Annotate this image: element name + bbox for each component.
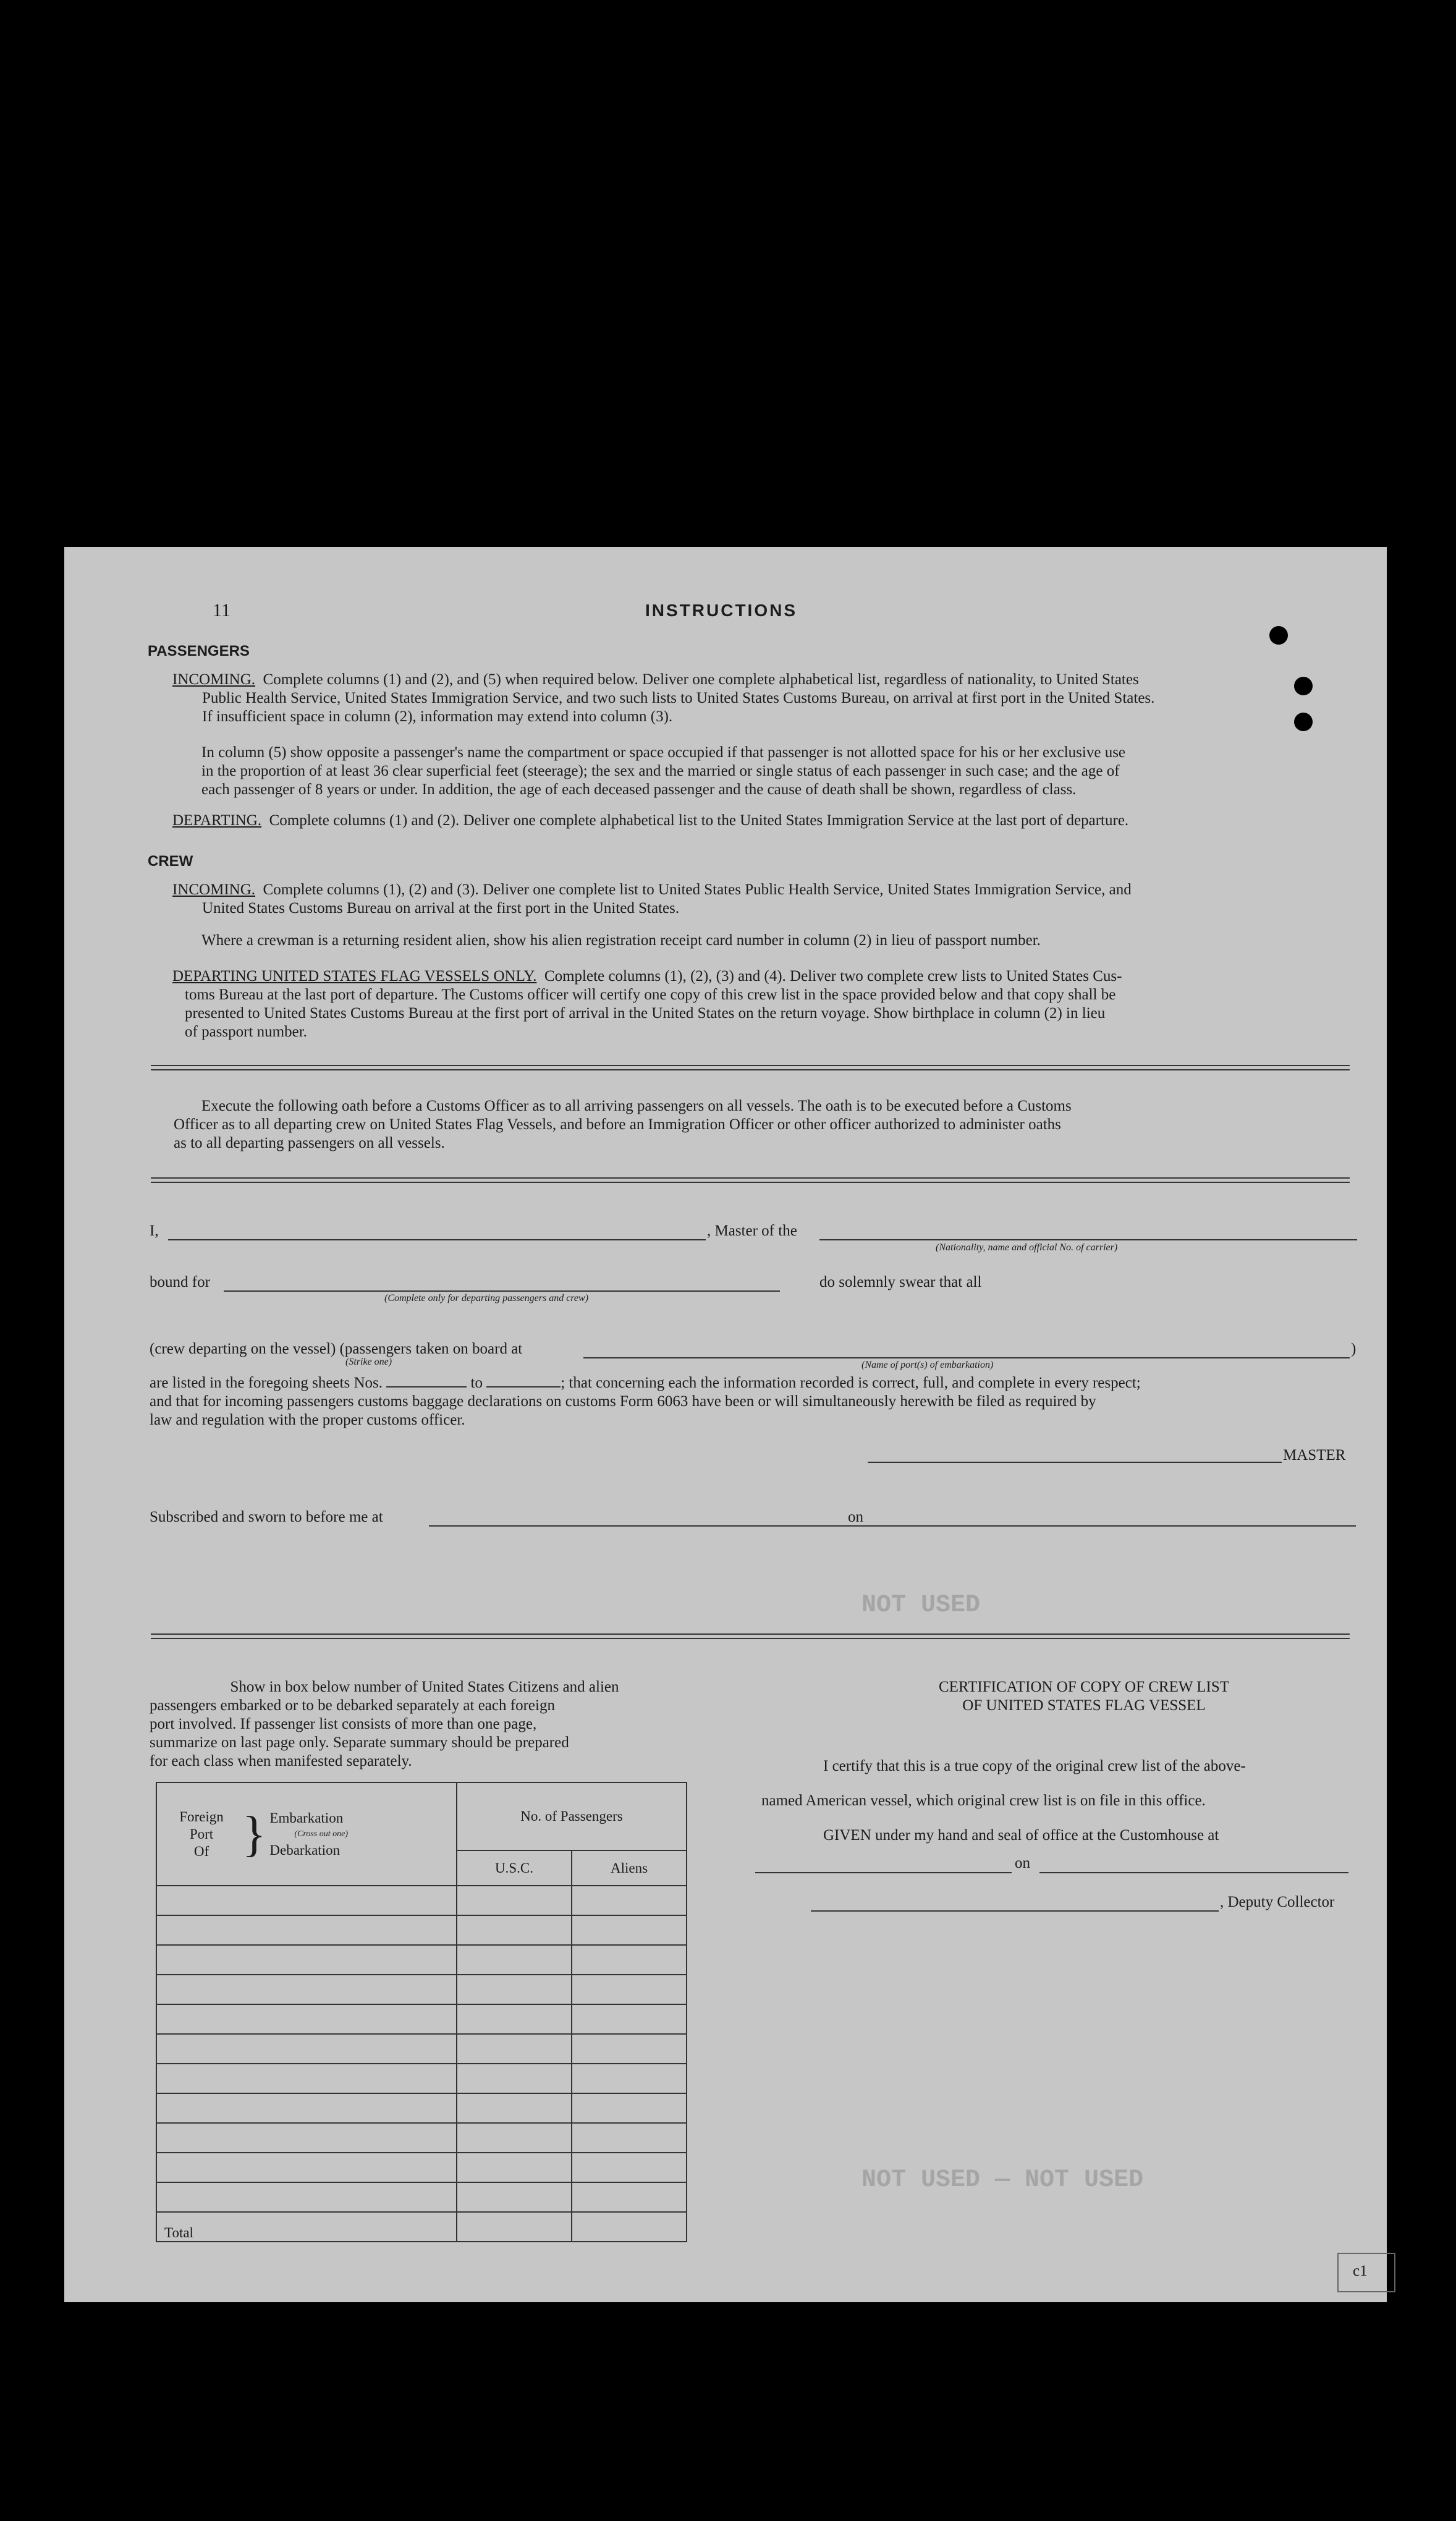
passengers-heading: PASSENGERS	[148, 643, 250, 659]
port-cell[interactable]	[156, 2093, 457, 2123]
divider	[151, 1177, 1350, 1183]
total-label: Total	[156, 2212, 457, 2242]
deputy-signature-field[interactable]	[811, 1910, 1219, 1912]
aliens-cell[interactable]	[572, 2123, 687, 2153]
port-cell[interactable]	[156, 1915, 457, 1945]
certification-title	[843, 1678, 1325, 1715]
text-line: ; that concerning each the information recorded is correct, full, and complete in every respect;	[561, 1375, 1141, 1391]
passengers-incoming	[172, 671, 1359, 726]
cert-date-field[interactable]	[1039, 1872, 1348, 1873]
port-cell[interactable]	[156, 2153, 457, 2182]
divider	[151, 1633, 1350, 1639]
text-line: United States Customs Bureau on arrival at the first port in the United States.	[202, 900, 680, 917]
text-line: and that for incoming passengers customs baggage declarations on customs Form 6063 have been or will simultaneously herewith be filed as required by	[150, 1393, 1096, 1410]
usc-header: U.S.C.	[457, 1850, 572, 1886]
master-name-field[interactable]	[168, 1239, 706, 1240]
table-row	[156, 2034, 687, 2064]
text-line: toms Bureau at the last port of departure. The Customs officer will certify one copy of this crew list in the space provided below and that copy shall be	[185, 986, 1116, 1003]
bound-for-field[interactable]	[224, 1290, 780, 1292]
customhouse-field[interactable]	[755, 1872, 1012, 1873]
text-line: CERTIFICATION OF COPY OF CREW LIST	[938, 1679, 1230, 1695]
text-line: named American vessel, which original crew list is on file in this office.	[761, 1792, 1206, 1809]
usc-cell[interactable]	[457, 1915, 572, 1945]
text-line: Complete columns (1) and (2), and (5) when required below. Deliver one complete alphabetical list, regardless of nationality, to United States	[263, 671, 1139, 688]
summary-instructions-cont	[150, 1697, 693, 1771]
oath-body	[150, 1374, 1361, 1430]
aliens-cell[interactable]	[572, 2153, 687, 2182]
aliens-cell[interactable]	[572, 1886, 687, 1915]
text-line: Complete columns (1), (2) and (3). Deliver one complete list to United States Public Health Service, United States Immigration Service, and	[263, 881, 1132, 898]
table-row	[156, 1975, 687, 2004]
i-label: I,	[150, 1222, 159, 1239]
form-page: NOT USED NOT USED — NOT USED 11 INSTRUCTIONS PASSENGERS INCOMING. Complete columns (1) and (2), and (5) when required below. Deliver one complete alphabetical list, regardless of nationality, to United States Public Health Service, United States Immigration Service, and two such lists to United States Customs Bureau, on arrival at first port in the United States. If insufficient space in column (2), information may extend into column (3). In column (5) show opposite a passenger's name the compartment or space occupied if that passenger is not allotted space for his or her exclusive use in the proportion of at least 36 clear superficial feet (steerage); the sex and the married or single status of each passenger in such case; and the age of each passenger of 8 years or under. In addition, the age of each deceased passenger and the cause of death shall be shown, regardless of class. DEPARTING. Complete columns (1) and (2). Deliver one complete alphabetical list to the United States Immigration Service at the last port of departure. CREW INCOMING. Complete columns (1), (2) and (3). Deliver one complete list to United States Public Health Service, United States Immigration Service, and United States Customs Bureau on arrival at the first port in the United States. Where a crewman is a returning resident alien, show his alien registration receipt card number in column (2) in lieu of passport number. DEPARTING UNITED STATES FLAG VESSELS ONLY. Complete columns (1), (2), (3) and (4). Deliver two complete crew lists to United States Cus- toms Bureau at the last port of departure. The Customs officer will certify one copy of this crew list in the space provided below and that copy shall be presented to United States Customs Bureau at the first port of arrival in the United States on the return voyage. Show birthplace in column (2) in lieu of passport number. Execute the following oath before a Customs Officer as to all arriving passengers on all vessels. The oath is to be executed before a Customs Officer as to all departing crew on United States Flag Vessels, and before an Immigration Officer or other officer authorized to administer oaths as to all departing passengers on all vessels. I, , Master of the (Nationality, name and official No. of carrier) bound for (Complete only for departing passengers and crew) do solemnly swear that all (crew departing on the vessel) (passengers taken on board at (Strike one) ) (Name of port(s) of embarkation) are listed in the foregoing sheets Nos. to ; that concerning each the information recorded is correct, full, and complete in every respect; and that for incoming passengers customs baggage declarations on customs Form 6063 have been or will simultaneously herewith be filed as required by law and regulation with the proper customs officer. MASTER Subscribed and sworn to before me at on Show in box below number of United States Citizens and alien passengers embarked or to be debarked separately at each foreign port involved. If passenger list consists of more than one page, summarize on last page only. Separate summary should be prepared for each class when manifested separately. CERTIFICATION OF COPY OF CREW LIST OF UNITED STATES FLAG VESSEL I certify that this is a true copy of the original crew list of the above- named American vessel, which original crew list is on file in this office. GIVEN under my hand and seal of office at the Customhouse at on , Deputy Collector Foreign Port Of } Embarkation (Cross out one) Debarkation No. of Passengers U.S.C. Aliens Total c1	[64, 547, 1387, 2302]
table-row	[156, 1945, 687, 1975]
sworn-place-field[interactable]	[429, 1525, 905, 1527]
text-line: law and regulation with the proper customs officer.	[150, 1412, 465, 1428]
text-line: port involved. If passenger list consists of more than one page,	[150, 1716, 537, 1732]
sheet-from-field[interactable]	[386, 1386, 467, 1388]
port-label: Port	[189, 1826, 214, 1842]
show-through-text: NOT USED — NOT USED	[861, 2166, 1144, 2194]
brace-icon: }	[242, 1807, 266, 1862]
text-line: passengers embarked or to be debarked separately at each foreign	[150, 1697, 555, 1714]
usc-cell[interactable]	[457, 1975, 572, 2004]
table-row	[156, 2004, 687, 2034]
port-cell[interactable]	[156, 2064, 457, 2093]
aliens-cell[interactable]	[572, 2064, 687, 2093]
table-row	[156, 2064, 687, 2093]
passenger-summary-table	[156, 1782, 687, 2242]
ports-caption: (Name of port(s) of embarkation)	[861, 1360, 994, 1370]
solemnly-swear-text: do solemnly swear that all	[819, 1274, 982, 1290]
table-row	[156, 2093, 687, 2123]
incoming-label: INCOMING.	[172, 881, 256, 898]
usc-cell[interactable]	[457, 2153, 572, 2182]
bound-for-label: bound for	[150, 1274, 210, 1290]
table-row	[156, 2182, 687, 2212]
port-header-cell	[156, 1782, 457, 1886]
master-of-label: , Master of the	[707, 1222, 797, 1239]
crew-resident-alien: Where a crewman is a returning resident alien, show his alien registration receipt card number in column (2) in lieu of passport number.	[201, 932, 1041, 949]
text-line: Officer as to all departing crew on United States Flag Vessels, and before an Immigration Officer or other officer authorized to administer oaths	[174, 1116, 1061, 1133]
table-row	[156, 2153, 687, 2182]
aliens-cell[interactable]	[572, 2093, 687, 2123]
cross-out-caption: (Cross out one)	[294, 1829, 348, 1839]
to-label: to	[470, 1375, 483, 1391]
text-line: In column (5) show opposite a passenger's name the compartment or space occupied if that passenger is not allotted space for his or her exclusive use	[201, 744, 1126, 761]
usc-total-cell[interactable]	[457, 2212, 572, 2242]
of-label: Of	[193, 1843, 210, 1859]
sworn-date-field[interactable]	[874, 1525, 1356, 1527]
text-line: for each class when manifested separately.	[150, 1753, 412, 1769]
complete-only-caption: (Complete only for departing passengers and crew)	[384, 1293, 589, 1303]
port-cell[interactable]	[156, 1945, 457, 1975]
text-line: of passport number.	[185, 1023, 307, 1040]
table-row	[156, 1915, 687, 1945]
subscribed-label: Subscribed and sworn to before me at	[150, 1509, 383, 1525]
on-label: on	[848, 1509, 863, 1525]
no-of-passengers-header: No. of Passengers	[457, 1782, 687, 1850]
certification-body	[761, 1749, 1355, 1853]
text-line: are listed in the foregoing sheets Nos.	[150, 1375, 383, 1391]
usc-cell[interactable]	[457, 2182, 572, 2212]
carrier-field[interactable]	[819, 1239, 1357, 1240]
text-line: as to all departing passengers on all vessels.	[174, 1135, 445, 1151]
text-line: in the proportion of at least 36 clear superficial feet (steerage); the sex and the married or single status of each passenger in such case; and the age of	[201, 763, 1120, 779]
deputy-collector-label: , Deputy Collector	[1220, 1894, 1335, 1910]
text-line: GIVEN under my hand and seal of office at the Customhouse at	[823, 1827, 1219, 1844]
aliens-cell[interactable]	[572, 2004, 687, 2034]
text-line: presented to United States Customs Bureau at the first port of arrival in the United States on the return voyage. Show birthplace in column (2) in lieu	[185, 1005, 1106, 1022]
show-through-text: NOT USED	[861, 1591, 981, 1619]
table-row	[156, 1886, 687, 1915]
text-line: summarize on last page only. Separate summary should be prepared	[150, 1734, 569, 1751]
usc-cell[interactable]	[457, 2093, 572, 2123]
ports-field[interactable]	[583, 1357, 1350, 1358]
crew-incoming	[172, 881, 1359, 918]
text-line: I certify that this is a true copy of the original crew list of the above-	[823, 1758, 1246, 1774]
debarkation-label: Debarkation	[269, 1842, 341, 1858]
port-cell[interactable]	[156, 2034, 457, 2064]
usc-cell[interactable]	[457, 2004, 572, 2034]
summary-instructions	[150, 1678, 700, 1697]
aliens-cell[interactable]	[572, 1945, 687, 1975]
departing-label: DEPARTING.	[172, 812, 262, 829]
page-mark: c1	[1353, 2263, 1368, 2279]
crew-departing	[172, 967, 1359, 1041]
usc-cell[interactable]	[457, 2034, 572, 2064]
oath-instructions	[174, 1097, 1357, 1153]
text-line: Show in box below number of United States Citizens and alien	[230, 1679, 619, 1695]
usc-cell[interactable]	[457, 1945, 572, 1975]
punch-hole-icon	[1269, 626, 1288, 645]
text-line: each passenger of 8 years or under. In addition, the age of each deceased passenger and the cause of death shall be shown, regardless of class.	[201, 781, 1077, 798]
text-line: Public Health Service, United States Immigration Service, and two such lists to United States Customs Bureau, on arrival at first port in the United States.	[202, 690, 1155, 706]
text-line: OF UNITED STATES FLAG VESSEL	[962, 1697, 1206, 1714]
text-line: Execute the following oath before a Customs Officer as to all arriving passengers on all vessels. The oath is to be executed before a Customs	[201, 1098, 1072, 1114]
aliens-cell[interactable]	[572, 2182, 687, 2212]
text-line: Complete columns (1), (2), (3) and (4). Deliver two complete crew lists to United States Cus-	[544, 968, 1122, 985]
aliens-cell[interactable]	[572, 1975, 687, 2004]
usc-cell[interactable]	[457, 2064, 572, 2093]
foreign-label: Foreign	[179, 1808, 224, 1824]
master-label: MASTER	[1283, 1447, 1346, 1464]
incoming-label: INCOMING.	[172, 671, 256, 688]
aliens-header: Aliens	[572, 1850, 687, 1886]
aliens-total-cell[interactable]	[572, 2212, 687, 2242]
crew-departing-label: (crew departing on the vessel) (passengers taken on board at	[150, 1341, 523, 1357]
port-cell[interactable]	[156, 2004, 457, 2034]
text-line: Complete columns (1) and (2). Deliver one complete alphabetical list to the United States Immigration Service at the last port of departure.	[269, 812, 1129, 829]
usc-cell[interactable]	[457, 1886, 572, 1915]
usc-cell[interactable]	[457, 2123, 572, 2153]
corner-mark: 11	[213, 600, 231, 621]
port-cell[interactable]	[156, 1886, 457, 1915]
port-cell[interactable]	[156, 1975, 457, 2004]
departing-flag-label: DEPARTING UNITED STATES FLAG VESSELS ONLY.	[172, 968, 537, 985]
page-title: INSTRUCTIONS	[645, 601, 797, 620]
passengers-departing	[172, 811, 1359, 830]
total-row	[156, 2212, 687, 2242]
cert-on-label: on	[1015, 1855, 1030, 1871]
text-line: If insufficient space in column (2), information may extend into column (3).	[202, 708, 673, 725]
port-cell[interactable]	[156, 2123, 457, 2153]
divider	[151, 1065, 1350, 1070]
column-5-instructions	[201, 744, 1357, 799]
master-signature-field[interactable]	[868, 1462, 1282, 1463]
sheet-to-field[interactable]	[486, 1386, 561, 1388]
strike-one-caption: (Strike one)	[345, 1357, 392, 1367]
crew-heading: CREW	[148, 853, 193, 870]
port-cell[interactable]	[156, 2182, 457, 2212]
embarkation-label: Embarkation	[269, 1810, 344, 1826]
nationality-caption: (Nationality, name and official No. of carrier)	[936, 1242, 1118, 1253]
table-row	[156, 2123, 687, 2153]
aliens-cell[interactable]	[572, 2034, 687, 2064]
aliens-cell[interactable]	[572, 1915, 687, 1945]
